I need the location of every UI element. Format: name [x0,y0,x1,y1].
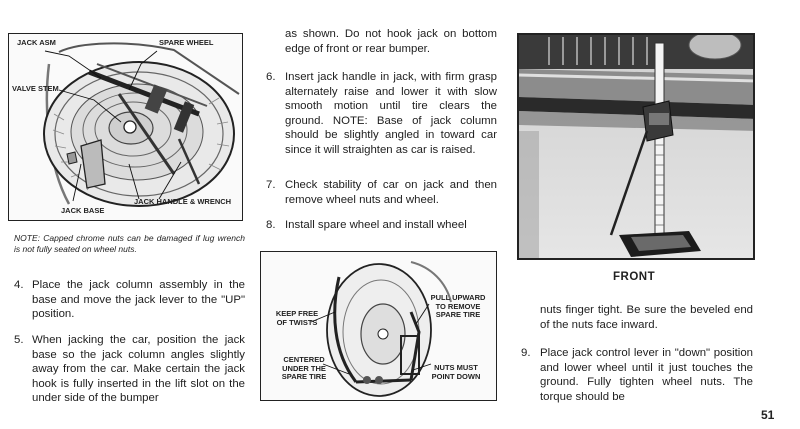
tire-stowage-figure [8,33,243,221]
note-capped-nuts: NOTE: Capped chrome nuts can be damaged if lug wrench is not fully seated on wheel nuts. [14,233,245,254]
middle-continuation-text: as shown. Do not hook jack on bottom edge of front or rear bumper. [285,28,497,55]
spare-strap-figure [260,251,497,401]
step-9 [521,346,753,406]
step-8-text: Install spare wheel and install wheel [285,219,467,231]
step-8-number: 8. [266,219,276,231]
label-pull-upward: PULL UPWARD TO REMOVE SPARE TIRE [430,293,486,319]
step-5 [14,333,245,423]
step-8 [266,218,497,234]
step-9-text: Place jack control lever in "down" position and lower wheel until it just touches the ground. Fully tighten wheel nuts. The torque should be [540,347,753,403]
step-4 [14,278,245,323]
label-keep-free: KEEP FREE OF TWISTS [275,309,319,327]
label-jack-asm: JACK ASM [17,38,56,47]
label-nuts-must: NUTS MUST POINT DOWN [431,363,481,381]
page-number: 51 [761,408,775,422]
label-centered: CENTERED UNDER THE SPARE TIRE [281,355,327,381]
tire-stowage-illustration [9,34,243,221]
step-4-number: 4. [14,279,24,291]
label-jack-base: JACK BASE [61,206,105,215]
step-6 [266,70,497,160]
step-9-number: 9. [521,347,531,359]
step-5-number: 5. [14,334,24,346]
right-continuation-text: nuts finger tight. Be sure the beveled end of the nuts face inward. [540,304,753,331]
jack-photo-figure [517,33,755,260]
step-5-text: When jacking the car, position the jack base so the jack column angles slightly away from the car. Make certain the jack hook is fully inserted in the lift slot on the under side of the bumper [32,334,245,405]
step-7 [266,178,497,208]
step-6-number: 6. [266,71,276,83]
label-valve-stem: VALVE STEM [12,84,59,93]
step-4-text: Place the jack column assembly in the base and move the jack lever to the "UP" position. [32,279,245,321]
step-7-number: 7. [266,179,276,191]
jack-photo [519,35,755,260]
photo-caption-front: FRONT [613,271,656,283]
label-jack-handle-wrench: JACK HANDLE & WRENCH [134,197,232,206]
step-7-text: Check stability of car on jack and then remove wheel nuts and wheel. [285,179,497,206]
label-spare-wheel: SPARE WHEEL [159,38,214,47]
step-6-text: Insert jack handle in jack, with firm grasp alternately raise and lower it with slow smooth motion until tire clears the ground. NOTE: Base of jack column should be slightly angled in toward car since it will straighten as car is raised. [285,71,497,156]
